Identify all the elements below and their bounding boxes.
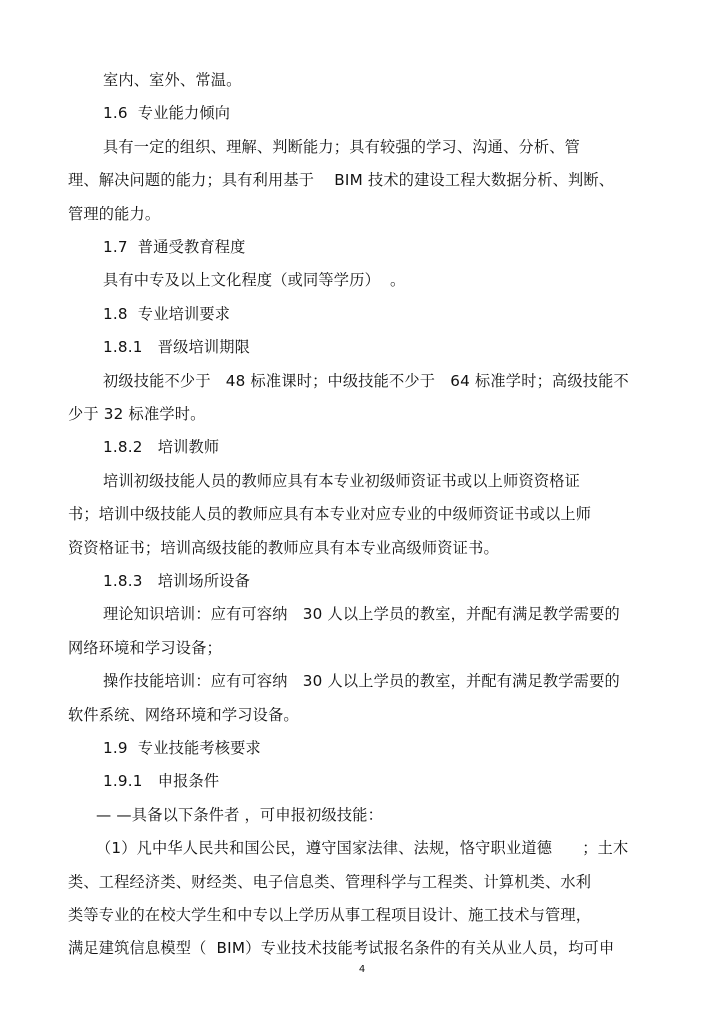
- section-heading: 1.9 专业技能考核要求: [103, 739, 261, 757]
- text-line: 初级技能不少于 48 标准课时；中级技能不少于 64 标准学时；高级技能不: [103, 372, 629, 390]
- text-line: 具有中专及以上文化程度（或同等学历） 。: [103, 271, 406, 289]
- subsection-heading: 1.8.3 培训场所设备: [103, 572, 251, 590]
- subsection-heading: 1.8.1 晋级培训期限: [103, 338, 251, 356]
- text-line: 网络环境和学习设备；: [68, 639, 222, 657]
- text-line: 满足建筑信息模型（ BIM）专业技术技能考试报名条件的有关从业人员，均可申: [68, 939, 615, 957]
- section-heading: 1.8 专业培训要求: [103, 305, 231, 323]
- text-line: — —具备以下条件者 ，可申报初级技能：: [96, 806, 384, 824]
- text-line: 书；培训中级技能人员的教师应具有本专业对应专业的中级师资证书或以上师: [68, 505, 592, 523]
- subsection-heading: 1.8.2 培训教师: [103, 438, 220, 456]
- text-line: 具有一定的组织、理解、判断能力；具有较强的学习、沟通、分析、管: [103, 138, 581, 156]
- text-line: 少于 32 标准学时。: [68, 405, 206, 423]
- text-line: 资资格证书；培训高级技能的教师应具有本专业高级师资证书。: [68, 539, 499, 557]
- text-line: 理论知识培训：应有可容纳 30 人以上学员的教室，并配有满足教学需要的: [103, 605, 620, 623]
- subsection-heading: 1.9.1 申报条件: [103, 772, 220, 790]
- text-line: 类等专业的在校大学生和中专以上学历从事工程项目设计、施工技术与管理，: [68, 906, 592, 924]
- section-heading: 1.6 专业能力倾向: [103, 104, 231, 122]
- text-line: 软件系统、网络环境和学习设备。: [68, 706, 299, 724]
- text-line: 室内、室外、常温。: [103, 71, 242, 89]
- text-line: 培训初级技能人员的教师应具有本专业初级师资证书或以上师资资格证: [103, 472, 581, 490]
- text-line: 理、解决问题的能力；具有利用基于 BIM 技术的建设工程大数据分析、判断、: [68, 171, 615, 189]
- text-line: 管理的能力。: [68, 205, 161, 223]
- page-number: 4: [358, 964, 366, 975]
- section-heading: 1.7 普通受教育程度: [103, 238, 246, 256]
- text-line: 操作技能培训：应有可容纳 30 人以上学员的教室，并配有满足教学需要的: [103, 672, 620, 690]
- text-line: （1）凡中华人民共和国公民，遵守国家法律、法规，恪守职业道德 ；土木: [96, 839, 629, 857]
- text-line: 类、工程经济类、财经类、电子信息类、管理科学与工程类、计算机类、水利: [68, 873, 592, 891]
